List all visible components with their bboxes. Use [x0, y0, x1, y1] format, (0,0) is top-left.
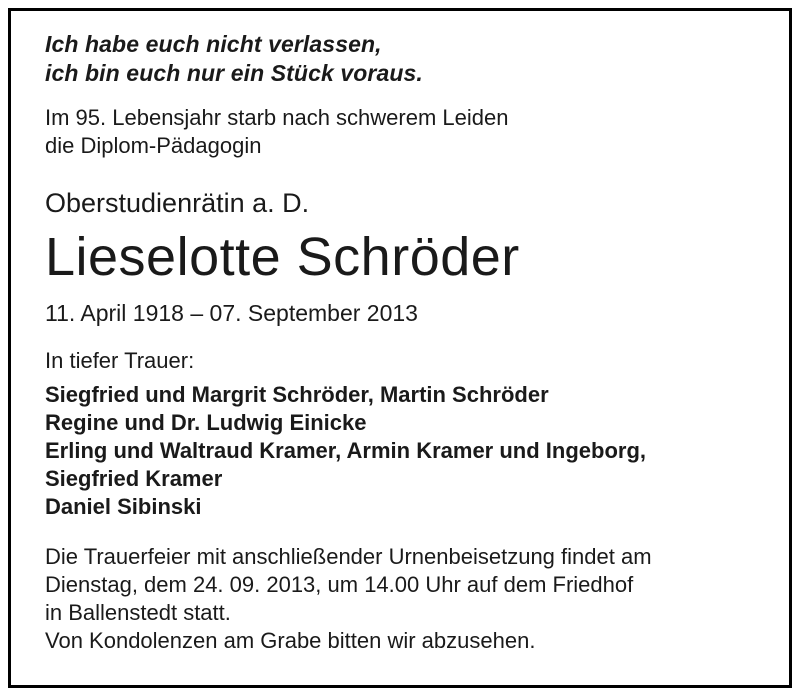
- life-dates: 11. April 1918 – 07. September 2013: [45, 300, 418, 326]
- service-line-1: Die Trauerfeier mit anschließender Urnenbeisetzung findet am: [45, 544, 652, 569]
- intro-line-1: Im 95. Lebensjahr starb nach schwerem Leiden: [45, 105, 509, 130]
- funeral-service-info: [45, 543, 780, 655]
- mourner-line: Daniel Sibinski: [45, 494, 202, 519]
- deceased-title: Oberstudienrätin a. D.: [45, 188, 310, 218]
- mourner-line: Erling und Waltraud Kramer, Armin Kramer und Ingeborg,: [45, 438, 646, 463]
- mourner-line: Siegfried Kramer: [45, 466, 223, 491]
- mourner-line: Regine und Dr. Ludwig Einicke: [45, 410, 367, 435]
- mourner-line: Siegfried und Margrit Schröder, Martin Schröder: [45, 382, 549, 407]
- service-line-4: Von Kondolenzen am Grabe bitten wir abzusehen.: [45, 628, 536, 653]
- service-line-3: in Ballenstedt statt.: [45, 600, 231, 625]
- motto-line-1: Ich habe euch nicht verlassen,: [45, 31, 382, 57]
- deceased-name: Lieselotte Schröder: [45, 227, 520, 287]
- service-line-2: Dienstag, dem 24. 09. 2013, um 14.00 Uhr auf dem Friedhof: [45, 572, 634, 597]
- intro-text: [45, 104, 780, 160]
- motto-line-2: ich bin euch nur ein Stück voraus.: [45, 60, 423, 86]
- motto: [45, 30, 780, 88]
- mourning-label: In tiefer Trauer:: [45, 348, 195, 373]
- mourners-list: [45, 381, 780, 521]
- intro-line-2: die Diplom-Pädagogin: [45, 133, 262, 158]
